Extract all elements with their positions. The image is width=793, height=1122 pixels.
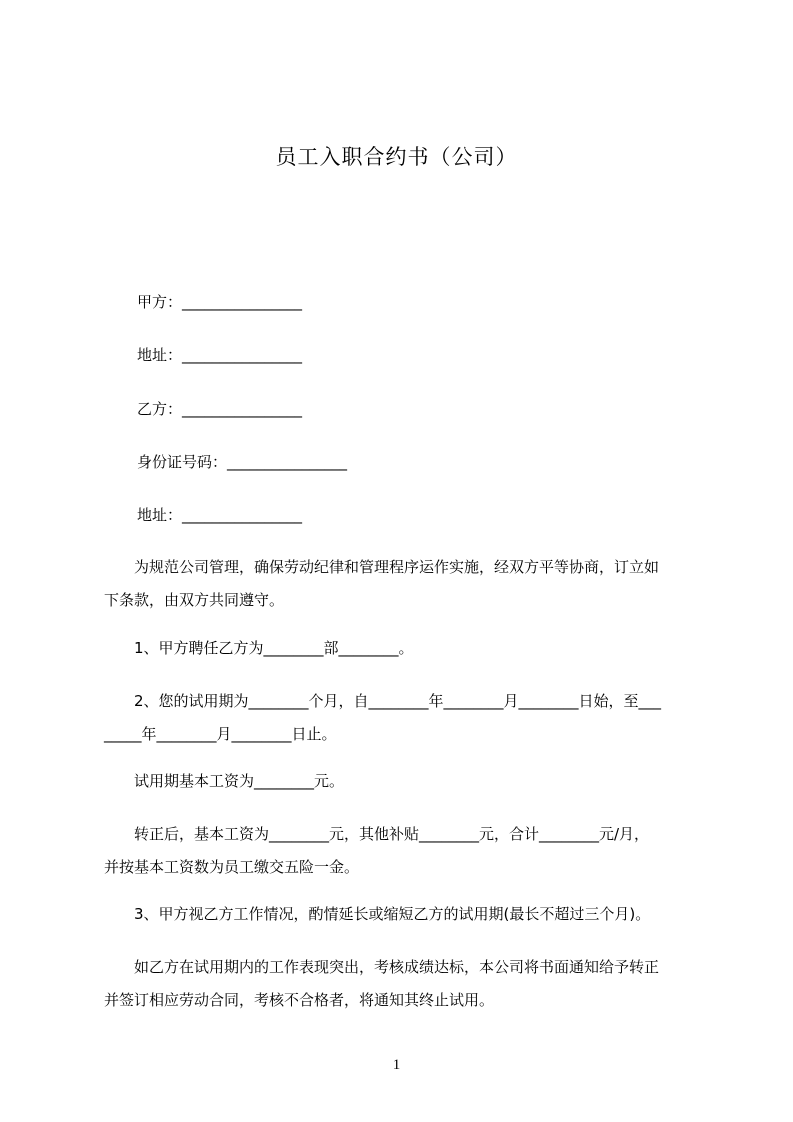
address-b-field: 地址：________________ — [137, 506, 303, 524]
clause-1 — [104, 632, 704, 665]
clause-2 — [104, 685, 704, 751]
clause-1-text: 1、甲方聘任乙方为________部________。 — [104, 639, 414, 657]
clause-2-line-2: _____年________月________日止。 — [104, 725, 337, 743]
regular-salary-line-1: 转正后，基本工资为________元，其他补贴________元，合计________元/月， — [104, 825, 650, 843]
regular-salary-line-2: 并按基本工资数为员工缴交五险一金。 — [104, 858, 360, 876]
performance-line-1: 如乙方在试用期内的工作表现突出，考核成绩达标，本公司将书面通知给予转正 — [104, 958, 660, 976]
intro-line-2: 下条款，由双方共同遵守。 — [104, 591, 285, 609]
page-number: 1 — [392, 1057, 401, 1073]
party-b-field: 乙方：________________ — [137, 400, 303, 418]
clause-3 — [104, 898, 704, 931]
intro-line-1: 为规范公司管理，确保劳动纪律和管理程序运作实施，经双方平等协商，订立如 — [104, 558, 660, 576]
document-title: 员工入职合约书（公司） — [275, 145, 518, 169]
performance-line-2: 并签订相应劳动合同，考核不合格者，将通知其终止试用。 — [104, 991, 495, 1009]
intro-paragraph — [104, 551, 704, 617]
clause-2-line-1: 2、您的试用期为________个月，自________年________月________日始，至___ — [104, 692, 662, 710]
address-a-field: 地址：________________ — [137, 346, 303, 364]
party-a-field: 甲方：________________ — [137, 293, 303, 311]
id-number-field: 身份证号码：________________ — [137, 453, 348, 471]
probation-salary-text: 试用期基本工资为________元。 — [104, 772, 345, 790]
clause-3-text: 3、甲方视乙方工作情况，酌情延长或缩短乙方的试用期(最长不超过三个月)。 — [104, 905, 651, 923]
regular-salary — [104, 818, 704, 884]
probation-salary — [104, 765, 704, 798]
performance-paragraph — [104, 951, 704, 1017]
